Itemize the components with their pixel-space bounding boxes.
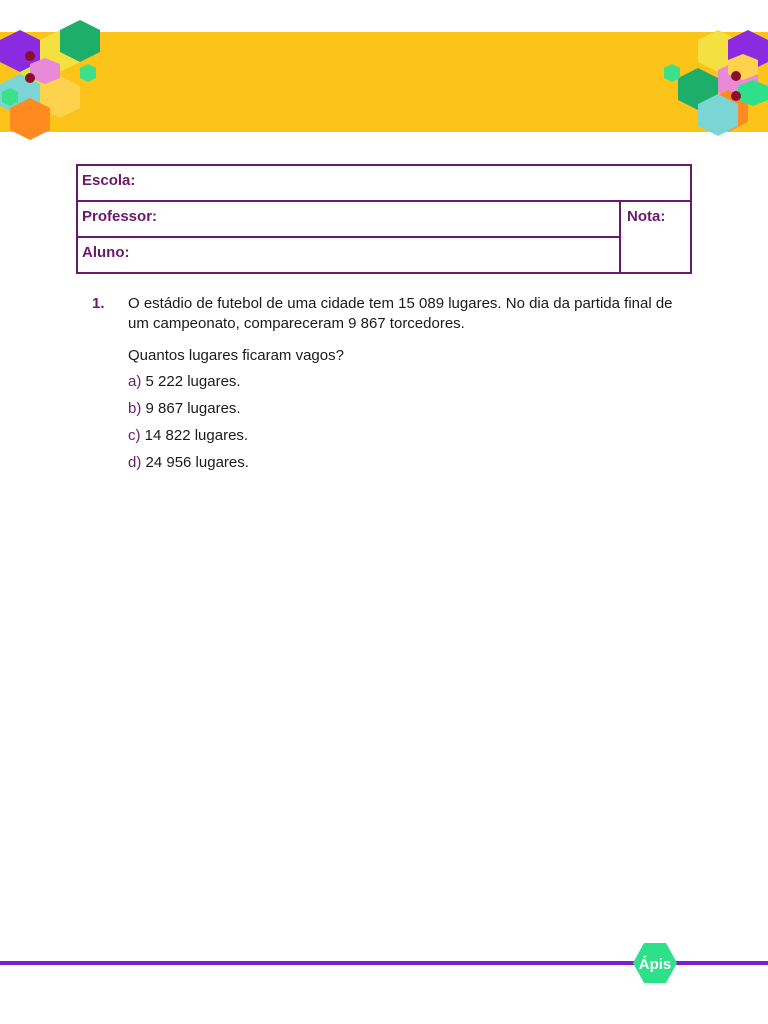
- question-text: O estádio de futebol de uma cidade tem 15 089 lugares. No dia da partida final de um campeonato, compareceram 9 867 torcedores.: [128, 295, 673, 332]
- answer-options: [128, 372, 249, 480]
- option-text: 5 222 lugares.: [145, 373, 241, 390]
- professor-label: Professor:: [82, 208, 158, 225]
- escola-label: Escola:: [82, 172, 136, 189]
- hexagon-pattern-right-icon: [658, 0, 768, 140]
- header-banner: [0, 32, 768, 132]
- professor-field[interactable]: [78, 202, 621, 238]
- question-prompt: Quantos lugares ficaram vagos?: [128, 347, 344, 364]
- option-c[interactable]: [128, 426, 249, 453]
- logo-text: Ápis: [638, 956, 672, 973]
- option-letter: c): [128, 427, 141, 444]
- hexagon-pattern-left-icon: [0, 0, 110, 140]
- option-letter: a): [128, 373, 142, 390]
- escola-field[interactable]: [78, 166, 690, 202]
- option-text: 14 822 lugares.: [144, 427, 249, 444]
- apis-logo-icon: [632, 942, 678, 984]
- question-number: 1.: [92, 295, 105, 312]
- option-b[interactable]: [128, 399, 249, 426]
- option-text: 9 867 lugares.: [145, 400, 241, 417]
- option-letter: b): [128, 400, 142, 417]
- option-letter: d): [128, 454, 142, 471]
- option-d[interactable]: [128, 453, 249, 480]
- aluno-label: Aluno:: [82, 244, 130, 261]
- aluno-field[interactable]: [78, 238, 621, 272]
- option-text: 24 956 lugares.: [145, 454, 249, 471]
- nota-label: Nota:: [627, 208, 666, 225]
- nota-field[interactable]: [623, 202, 694, 232]
- student-info-table: [76, 164, 692, 274]
- option-a[interactable]: [128, 372, 249, 399]
